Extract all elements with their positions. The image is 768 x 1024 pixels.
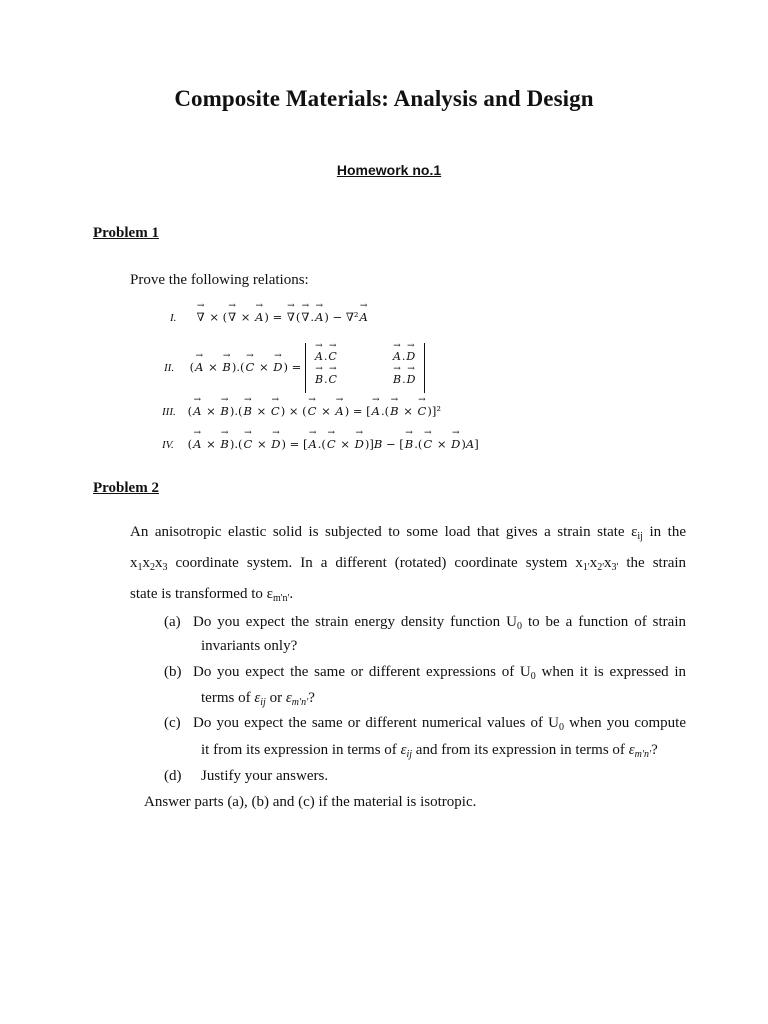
u0-sub: 0 [558, 722, 564, 733]
relation-4: IV. (→ A × → B).(→ C × → D) = [→ A.(→ C × → D)]B − [→ B.(→ C × → D)A] [162, 437, 479, 451]
homework-subtitle: Homework no.1 [336, 162, 442, 178]
question-c-qmark: ? [651, 742, 658, 758]
strain-mn-sub: m'n' [272, 593, 290, 604]
question-a-label: (a) [164, 614, 181, 630]
question-c-text-end: when you compute [569, 715, 687, 731]
question-a-line-2: invariants only? [201, 638, 298, 654]
question-b-text: Do you expect the same or different expressions of U [193, 664, 531, 680]
problem-1-intro: Prove the following relations: [130, 272, 309, 288]
question-a [164, 614, 686, 666]
question-b-line-1 [193, 664, 686, 682]
question-a-text: Do you expect the strain energy density function U [193, 614, 517, 630]
problem-2-paragraph: An anisotropic elastic solid is subjected to some load that gives a strain state $\varepsilon_{ij}$ in the $x_1x_2x_3$ coordinate system. In a different (rotated) coordinate system $x_{1'}x_{2'}x_{3'}$ the strain state is transformed to $\varepsilon_{m'n'}$. [130, 524, 687, 604]
question-b-qmark: ? [308, 690, 315, 706]
para-line-1: An anisotropic elastic solid is subjected to some load that gives a strain state ε [130, 524, 638, 540]
relation-3-label: III. [162, 406, 176, 418]
closing-instruction: Answer parts (a), (b) and (c) if the material is isotropic. [144, 794, 477, 810]
question-c-expr-b: and from its expression in terms of [415, 742, 625, 758]
u0-sub: 0 [530, 671, 536, 682]
question-a-line-1 [193, 614, 686, 632]
question-b-line-2: terms of $\varepsilon_{ij}$ or $\varepsilon_{m'n'}$? [201, 690, 315, 708]
relation-4-label: IV. [162, 439, 174, 451]
determinant: → A.→ C → A.→ D → B.→ C → B.→ D [305, 343, 425, 393]
question-d-label: (d) [164, 768, 182, 784]
document-title: Composite Materials: Analysis and Design [174, 86, 594, 111]
question-b-or: or [269, 690, 283, 706]
question-d-text: Justify your answers. [201, 768, 329, 784]
relation-1: I. → ∇ × (→ ∇ × → A) = → ∇(→ ∇.→ A) − ∇²→ A [170, 310, 369, 324]
question-d [164, 768, 686, 792]
relation-3: III. (→ A × → B).(→ B × → C) × (→ C × → A) = [→ A.(→ B × → C)]² [162, 404, 441, 418]
x-symbol: x [130, 555, 138, 571]
question-c-text: Do you expect the same or different numerical values of U [193, 715, 559, 731]
para-line-2-end: the strain [626, 555, 687, 571]
question-c-line-1 [193, 715, 686, 733]
question-c-expr-a: it from its expression in terms of [201, 742, 397, 758]
question-b-label: (b) [164, 664, 182, 680]
relation-2-label: II. [164, 362, 175, 374]
relation-1-label: I. [170, 312, 177, 324]
question-c-label: (c) [164, 715, 181, 731]
question-b-terms-of: terms of [201, 690, 251, 706]
para-line-2: coordinate system. In a different (rotated) coordinate system x [175, 555, 583, 571]
question-c [164, 715, 686, 767]
problem-1-heading: Problem 1 [93, 225, 159, 241]
question-a-text-end: to be a function of strain [527, 614, 687, 630]
question-b [164, 664, 686, 716]
u0-sub: 0 [516, 621, 522, 632]
question-b-text-end: when it is expressed in [541, 664, 686, 680]
para-line-3: state is transformed to ε [130, 586, 273, 602]
strain-ij-sub: ij [637, 531, 643, 542]
relation-2: II. (→ A × → B).(→ C × → D) = → A.→ C → A.→ D → B.→ C → B.→ D [164, 343, 425, 393]
problem-2-heading: Problem 2 [93, 480, 159, 496]
question-c-line-2: it from its expression in terms of $\varepsilon_{ij}$ and from its expression in terms of $\varepsilon_{m'n'}$? [201, 742, 658, 760]
para-line-1-end: in the [649, 524, 686, 540]
